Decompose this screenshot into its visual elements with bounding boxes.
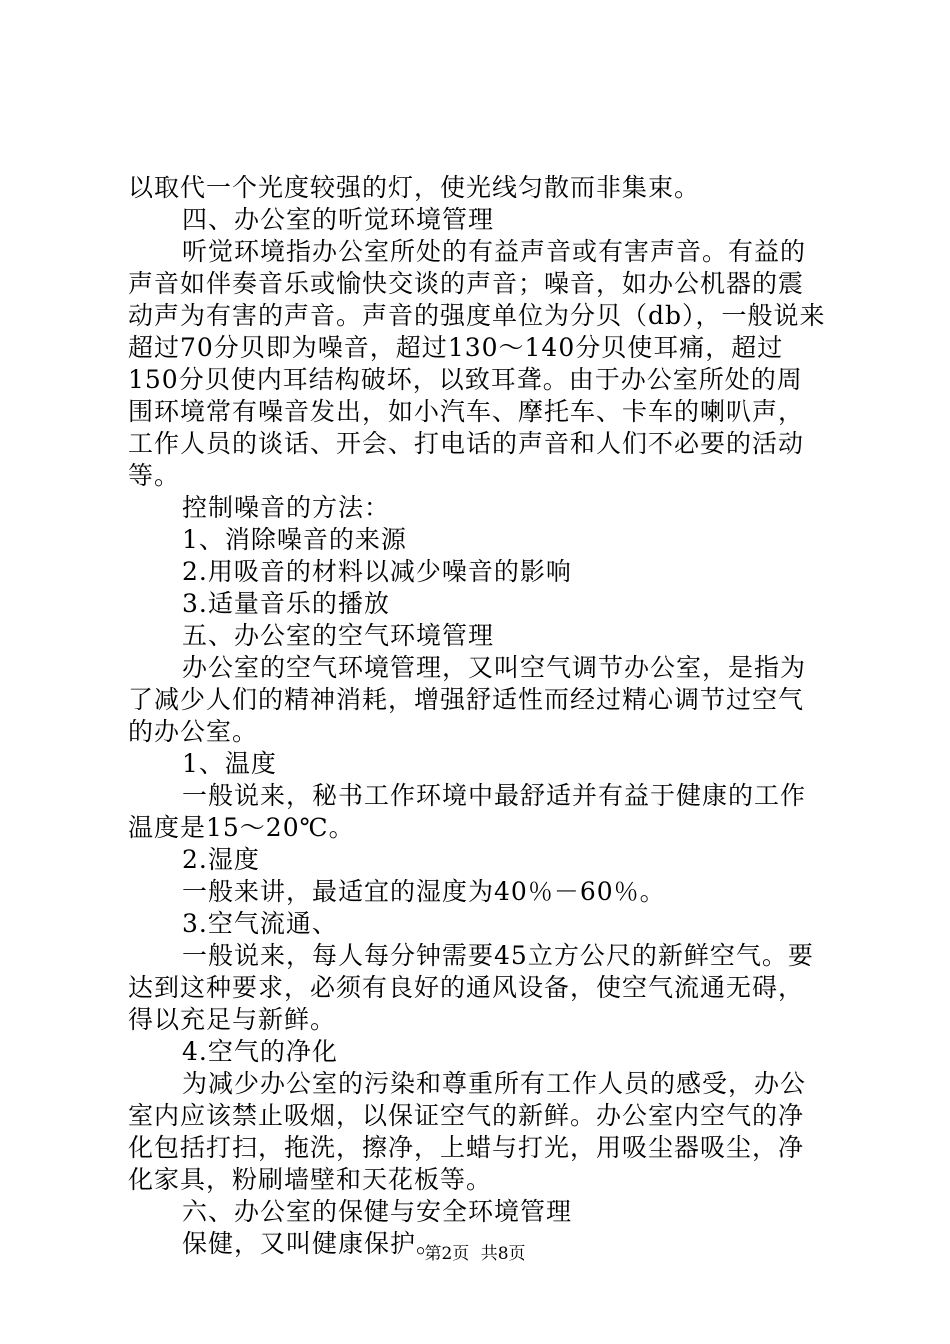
- paragraph: 一般说来，秘书工作环境中最舒适并有益于健康的工作温度是15～20℃。: [128, 781, 807, 842]
- subheading: 4.空气的净化: [182, 1037, 338, 1066]
- section-heading: 四、办公室的听觉环境管理: [182, 205, 495, 234]
- page-footer: [0, 1244, 950, 1264]
- document-body: [128, 172, 828, 1260]
- section-heading: 五、办公室的空气环境管理: [182, 621, 495, 650]
- paragraph: 办公室的空气环境管理，又叫空气调节办公室，是指为了减少人们的精神消耗，增强舒适性而经过精心调节过空气的办公室。: [128, 653, 807, 746]
- section-heading: 六、办公室的保健与安全环境管理: [182, 1197, 573, 1226]
- paragraph: 为减少办公室的污染和尊重所有工作人员的感受，办公室内应该禁止吸烟，以保证空气的新鲜。办公室内空气的净化包括打扫，拖洗，擦净，上蜡与打光，用吸尘器吸尘，净化家具，粉刷墙壁和天花板等。: [128, 1069, 807, 1194]
- paragraph: 以取代一个光度较强的灯，使光线匀散而非集束。: [128, 173, 701, 202]
- paragraph: 保健，又叫健康保护。: [182, 1229, 443, 1258]
- page-number: 第2页: [424, 1244, 470, 1264]
- subheading: 2.湿度: [182, 845, 260, 874]
- paragraph: 控制噪音的方法：: [182, 493, 391, 522]
- paragraph: 一般说来，每人每分钟需要45立方公尺的新鲜空气。要达到这种要求，必须有良好的通风设备，使空气流通无碍，得以充足与新鲜。: [128, 941, 814, 1034]
- subheading: 3.空气流通、: [182, 909, 338, 938]
- paragraph: 听觉环境指办公室所处的有益声音或有害声音。有益的声音如伴奏音乐或愉快交谈的声音；噪音，如办公机器的震动声为有害的声音。声音的强度单位为分贝（db），一般说来超过70分贝即为噪音，超过130～140分贝使耳痛，超过150分贝使内耳结构破坏，以致耳聋。由于办公室所处的周围环境常有噪音发出，如小汽车、摩托车、卡车的喇叭声，工作人员的谈话、开会、打电话的声音和人们不必要的活动等。: [128, 237, 826, 490]
- list-item: 2.用吸音的材料以减少噪音的影响: [182, 557, 572, 586]
- subheading: 1、温度: [182, 749, 277, 778]
- list-item: 1、消除噪音的来源: [182, 525, 407, 554]
- list-item: 3.适量音乐的播放: [182, 589, 390, 618]
- paragraph: 一般来讲，最适宜的湿度为40％－60％。: [182, 877, 666, 906]
- page-total: 共8页: [480, 1244, 526, 1264]
